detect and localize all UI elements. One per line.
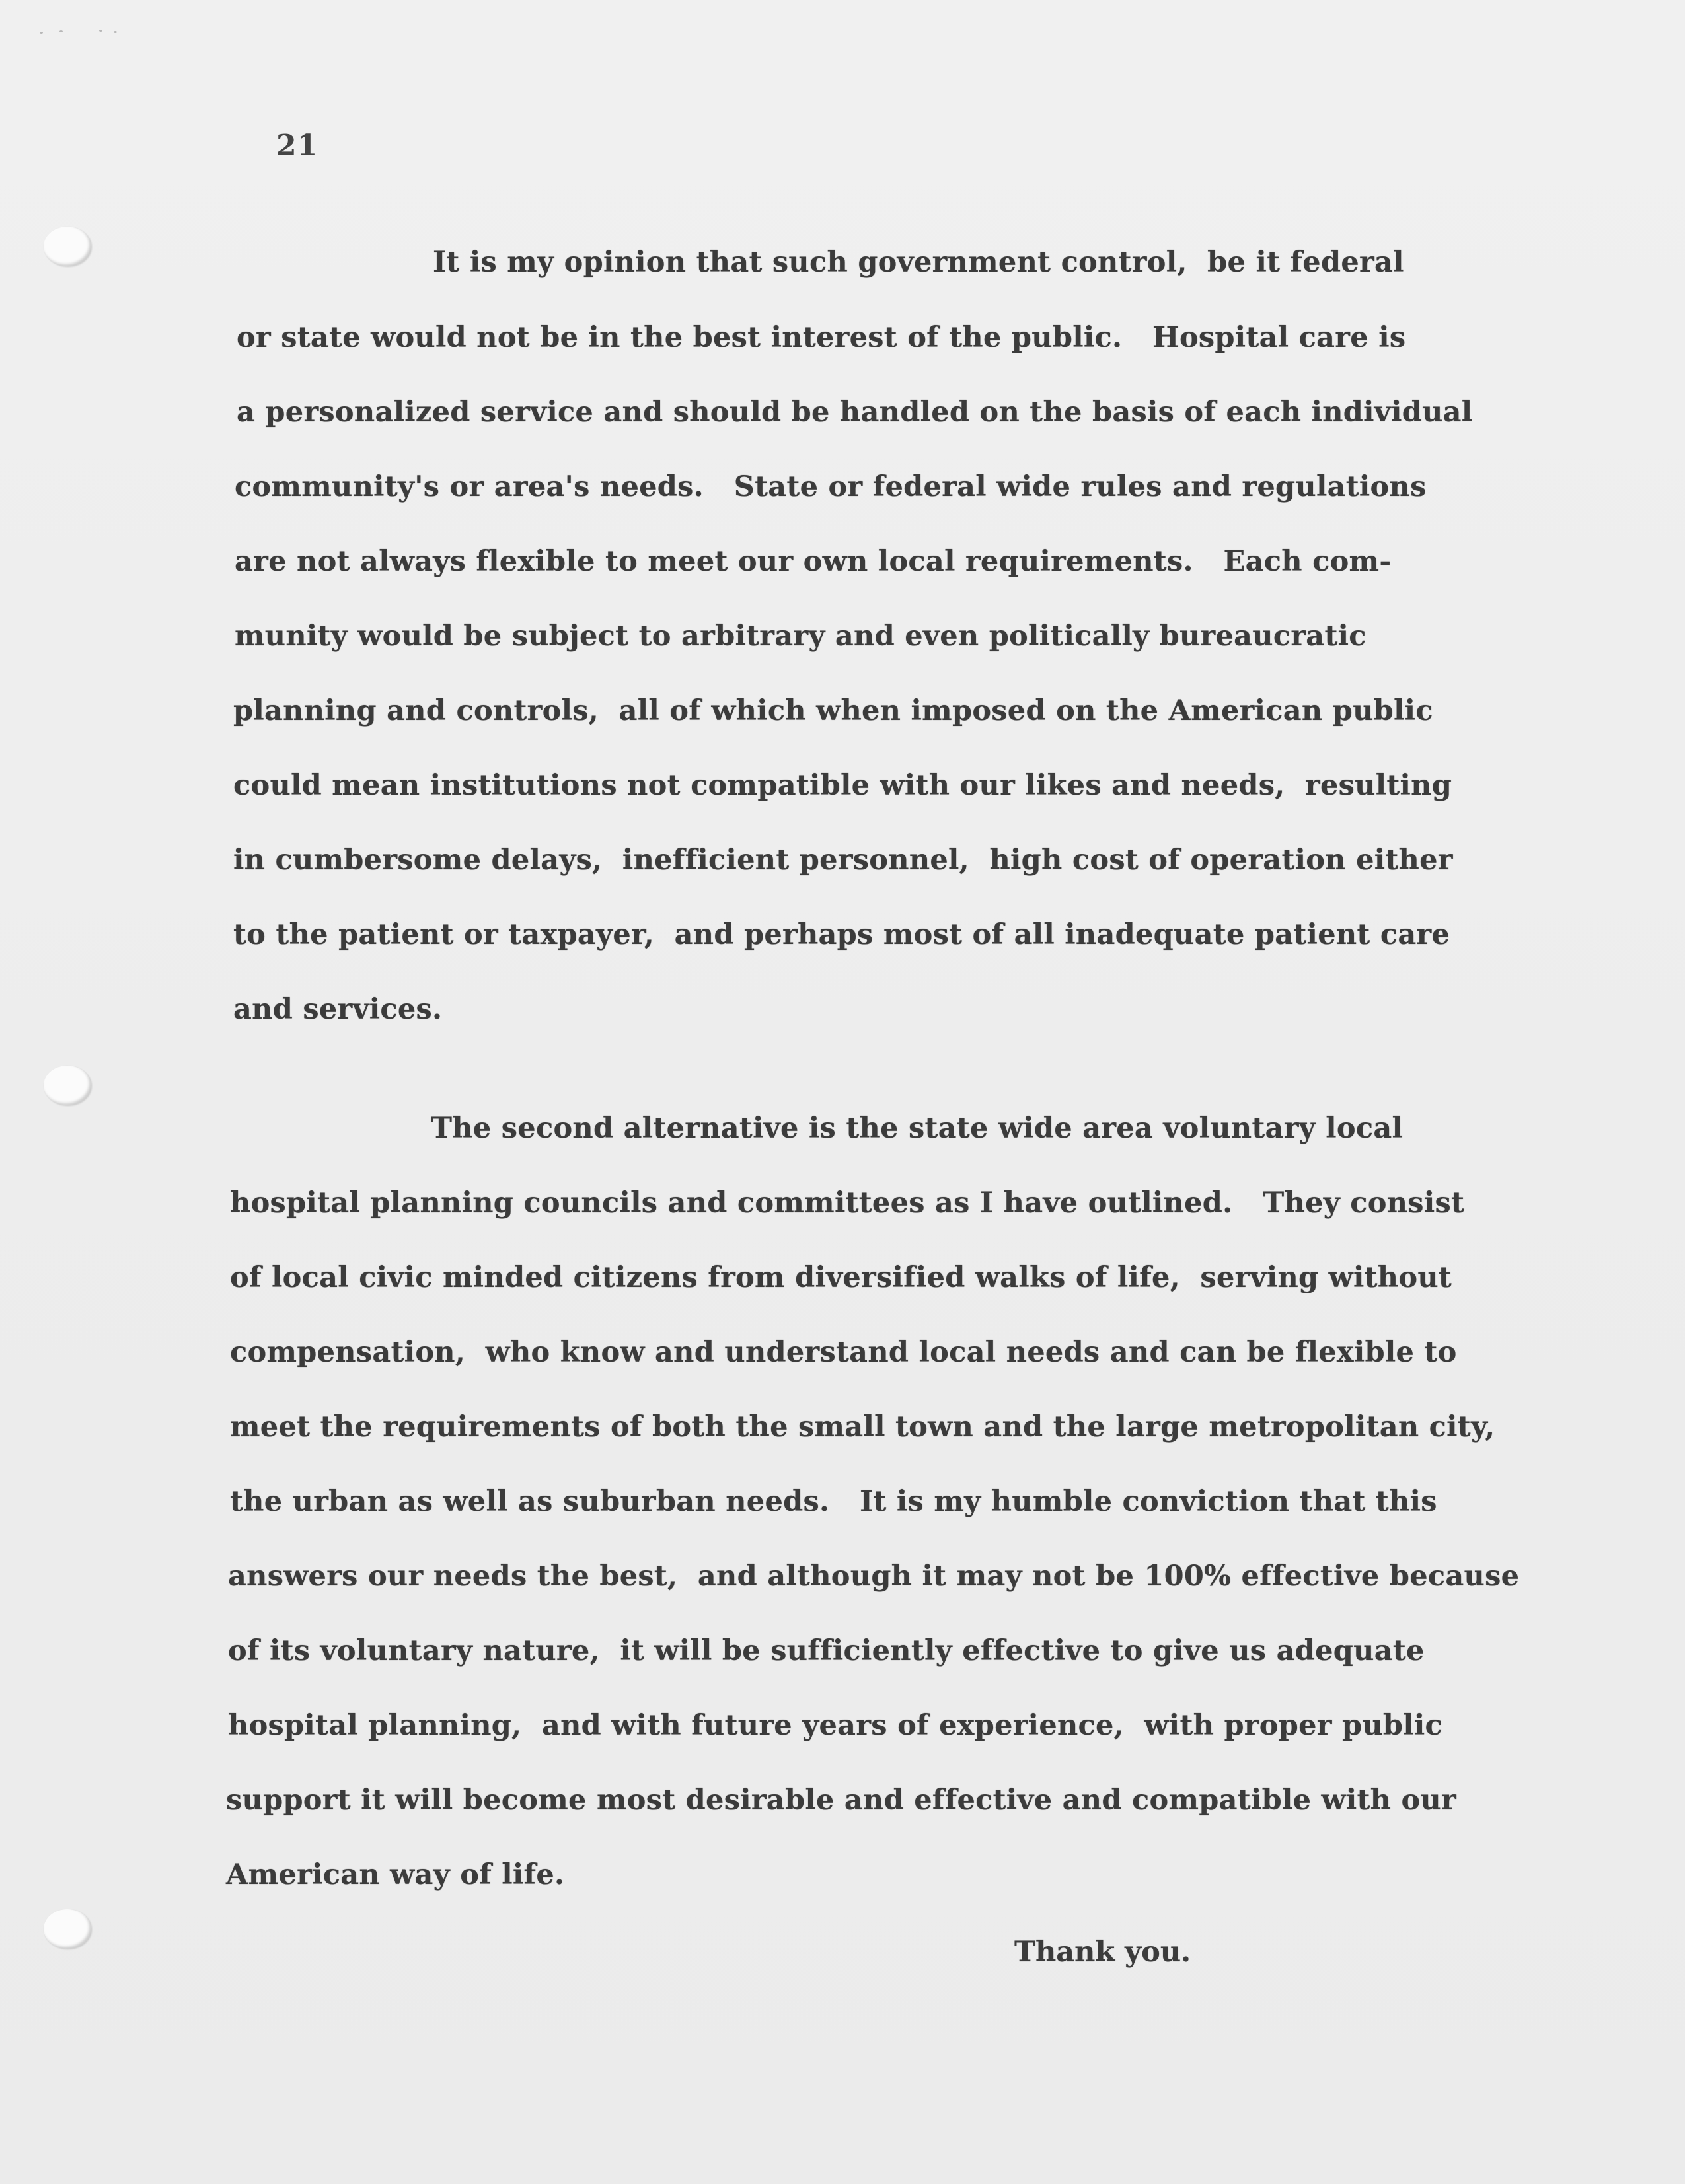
paragraph-1-line: and services. <box>233 993 443 1026</box>
paper-speck <box>40 32 43 34</box>
paragraph-2-line: of local civic minded citizens from diversified walks of life, serving without <box>230 1261 1452 1294</box>
paper-speck <box>114 31 117 33</box>
paragraph-2-line: hospital planning councils and committees as I have outlined. They consist <box>230 1186 1465 1219</box>
closing-remark: Thank you. <box>1014 1936 1191 1969</box>
paragraph-2-line: of its voluntary nature, it will be sufficiently effective to give us adequate <box>228 1634 1425 1667</box>
paragraph-1-line: in cumbersome delays, inefficient personnel, high cost of operation either <box>233 844 1453 877</box>
punch-hole <box>44 227 91 266</box>
paragraph-1-line: are not always flexible to meet our own local requirements. Each com- <box>235 545 1392 578</box>
paragraph-1-line: munity would be subject to arbitrary and even politically bureaucratic <box>235 620 1367 653</box>
paragraph-2-line: The second alternative is the state wide area voluntary local <box>431 1112 1404 1145</box>
paragraph-2-line: support it will become most desirable and effective and compatible with our <box>226 1784 1456 1817</box>
paragraph-1-line: could mean institutions not compatible with our likes and needs, resulting <box>233 769 1452 802</box>
paper-speck <box>59 30 63 32</box>
paragraph-1-line: planning and controls, all of which when imposed on the American public <box>233 694 1433 727</box>
paragraph-2-line: meet the requirements of both the small town and the large metropolitan city, <box>230 1410 1495 1443</box>
paragraph-1-line: a personalized service and should be handled on the basis of each individual <box>237 396 1473 429</box>
paragraph-2-line: American way of life. <box>226 1858 565 1891</box>
paragraph-1-line: to the patient or taxpayer, and perhaps most of all inadequate patient care <box>233 918 1450 951</box>
paragraph-1-line: community's or area's needs. State or federal wide rules and regulations <box>235 470 1427 503</box>
paragraph-2-line: the urban as well as suburban needs. It is my humble conviction that this <box>230 1485 1437 1518</box>
punch-hole <box>44 1909 91 1949</box>
paragraph-2-line: answers our needs the best, and although it may not be 100% effective because <box>228 1560 1520 1593</box>
punch-hole <box>44 1066 91 1105</box>
page-number: 21 <box>276 129 318 163</box>
paragraph-1-line: It is my opinion that such government control, be it federal <box>433 246 1404 279</box>
paragraph-2-line: compensation, who know and understand local needs and can be flexible to <box>230 1336 1457 1369</box>
paper-speck <box>99 30 102 32</box>
paragraph-2-line: hospital planning, and with future years of experience, with proper public <box>228 1709 1443 1742</box>
paragraph-1-line: or state would not be in the best interest of the public. Hospital care is <box>237 321 1406 354</box>
